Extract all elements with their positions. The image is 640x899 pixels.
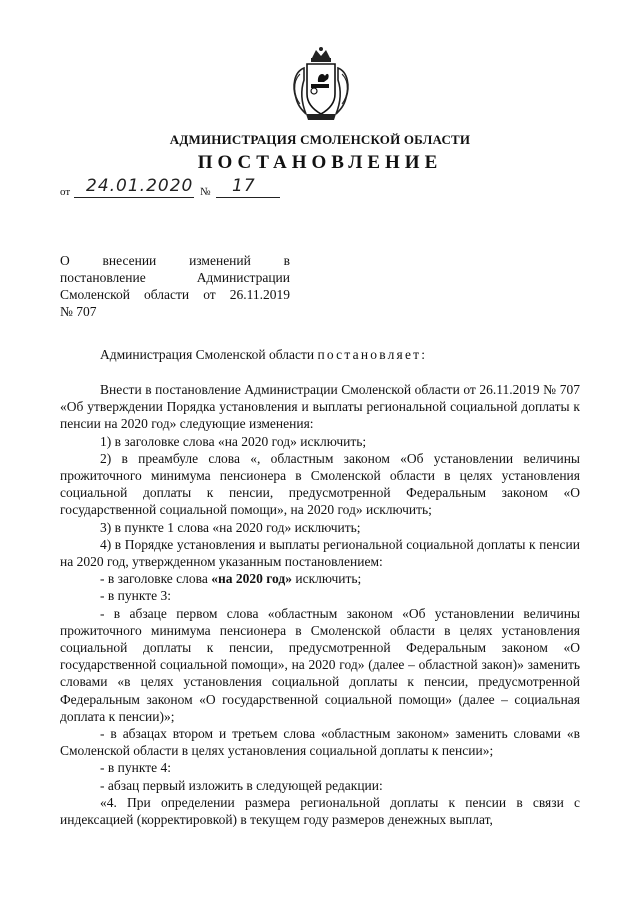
paragraph: - в пункте 3:: [100, 588, 171, 604]
paragraph: - в абзацах втором и третьем слова «областным законом» заменить словами «в Смоленской области в целях установления социальной доплаты к пенсии»;: [60, 726, 580, 759]
paragraph: - в пункте 4:: [100, 760, 171, 776]
paragraph: - в заголовке слова «на 2020 год» исключить;: [100, 571, 362, 587]
date-handwritten: 24.01.2020: [86, 176, 194, 196]
number-handwritten: 17: [232, 176, 256, 196]
date-underline: [74, 197, 194, 198]
document-body: [60, 381, 580, 828]
paragraph: «4. При определении размера региональной доплаты к пенсии в связи с индексацией (корректировкой) в текущем году размеров денежных выплат,: [60, 794, 580, 828]
subject-line-4: № 707: [60, 304, 97, 319]
subject-line-3: Смоленской области от 26.11.2019: [60, 287, 291, 302]
preamble-verb: постановляет:: [317, 347, 428, 362]
paragraph: - абзац первый изложить в следующей редакции:: [100, 777, 383, 793]
paragraph: Внести в постановление Администрации Смоленской области от 26.11.2019 № 707 «Об утверждении Порядка установления и выплаты региональной социальной доплаты к пенсии на 2020 год» следующие изменения:: [60, 382, 580, 432]
number-underline: [216, 197, 280, 198]
paragraph: 3) в пункте 1 слова «на 2020 год» исключить;: [100, 519, 361, 535]
document-type: ПОСТАНОВЛЕНИЕ: [197, 152, 443, 173]
number-prefix: №: [200, 186, 211, 198]
organization-name: АДМИНИСТРАЦИЯ СМОЛЕНСКОЙ ОБЛАСТИ: [169, 132, 471, 147]
preamble-prefix: Администрация Смоленской области: [100, 347, 315, 362]
paragraph: 2) в преамбуле слова «, областным законом «Об установлении величины прожиточного минимума пенсионера в Смоленской области в целях установления социальной доплаты к пенсии, предусмотренной Федеральным законом «О государственной социальной помощи», на 2020 год» исключить;: [60, 450, 580, 518]
paragraph: 4) в Порядке установления и выплаты региональной социальной доплаты к пенсии на 2020 год, утвержденном указанным постановлением:: [60, 536, 580, 570]
subject-line-1: О внесении изменений в: [60, 253, 291, 268]
subject-line-2: постановление Администрации: [60, 270, 290, 285]
coat-of-arms-icon: [290, 46, 352, 124]
paragraph: - в абзаце первом слова «областным законом «Об установлении величины прожиточного минимума пенсионера в Смоленской области в целях установления социальной доплаты к пенсии, предусмотренной Федеральным законом «О государственной социальной помощи», на 2020 год» (далее – областной закон)» заменить словами «в целях установления социальной доплаты к пенсии, предусмотренной Федеральным законом «О государственной социальной помощи» (далее – социальная доплата к пенсии)»;: [60, 605, 580, 724]
date-prefix: от: [60, 186, 71, 198]
bold-phrase: «на 2020 год»: [211, 571, 292, 587]
date-number-line: [60, 178, 300, 202]
document-subject: [60, 252, 290, 320]
paragraph: 1) в заголовке слова «на 2020 год» исключить;: [100, 433, 367, 449]
preamble: [100, 346, 427, 364]
